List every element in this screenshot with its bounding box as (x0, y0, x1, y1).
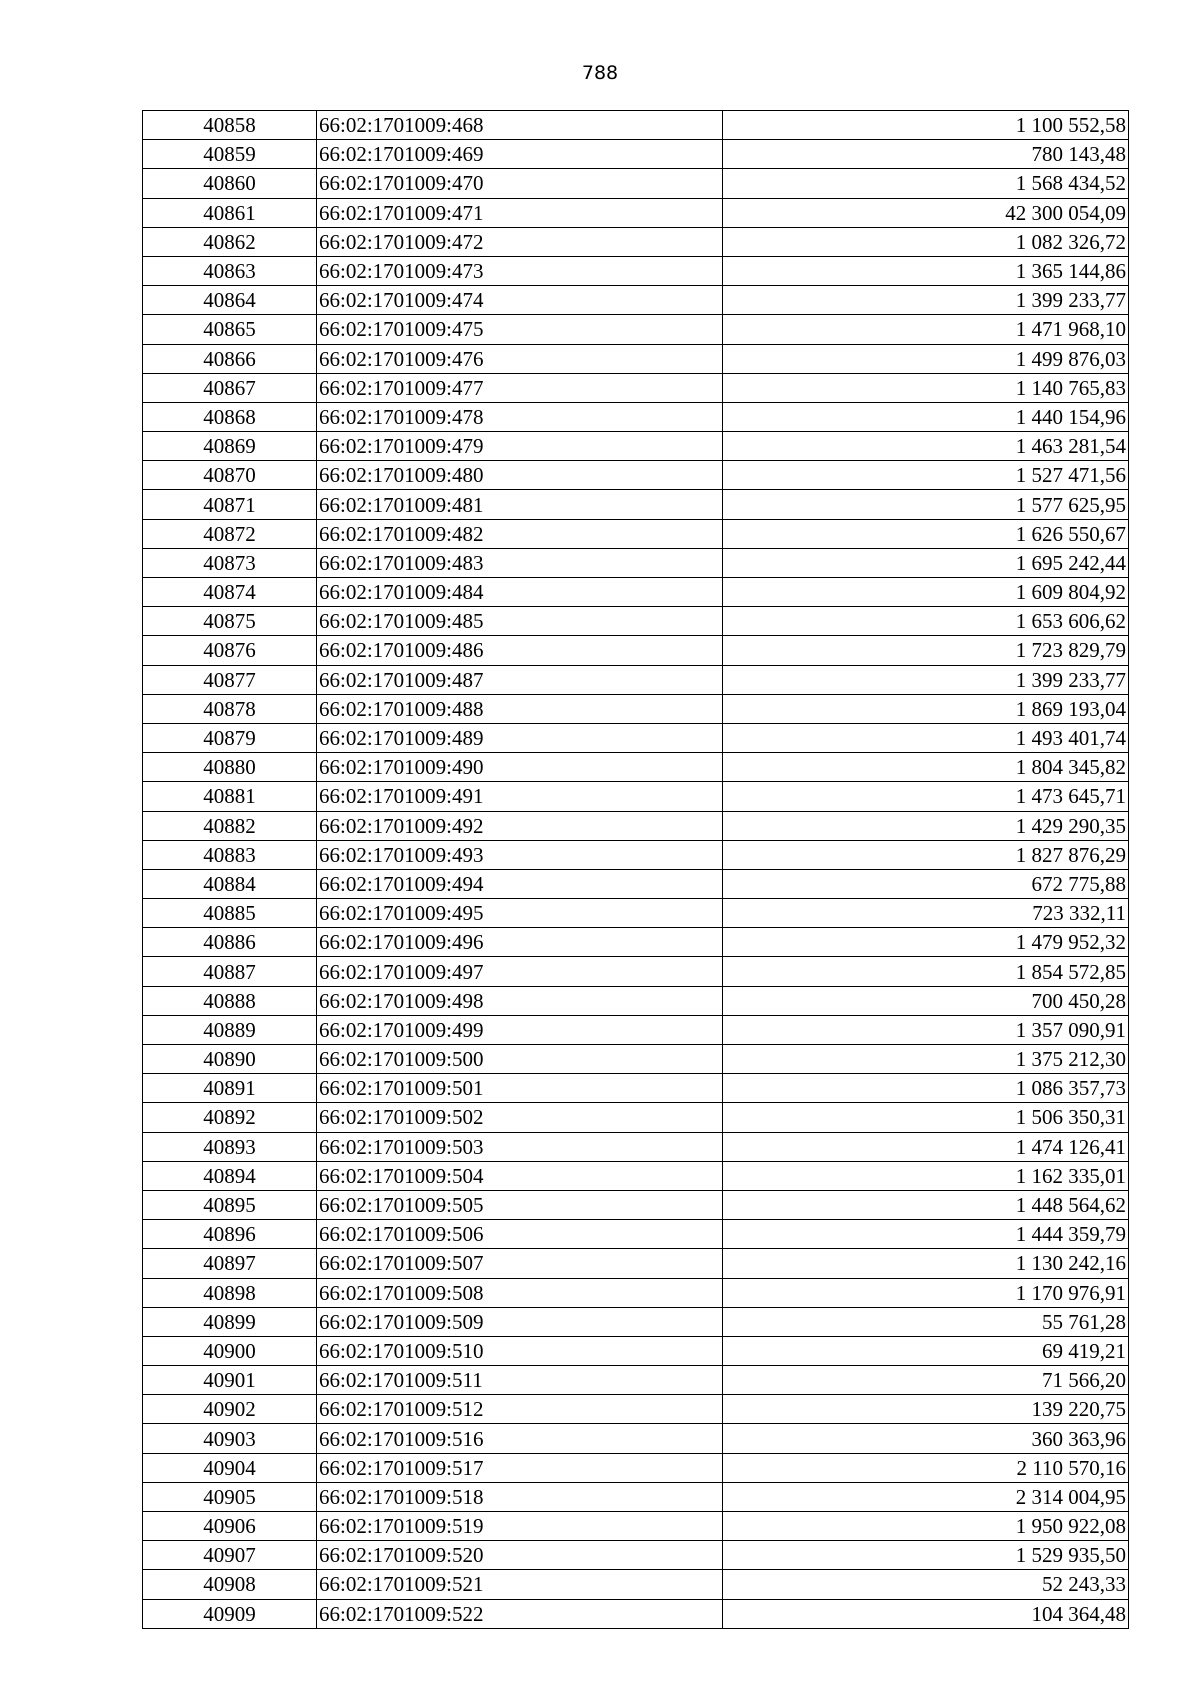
cadastral-number: 66:02:1701009:512 (317, 1395, 723, 1424)
cadastral-number: 66:02:1701009:494 (317, 869, 723, 898)
cadastral-value: 1 804 345,82 (723, 753, 1129, 782)
cadastral-value: 42 300 054,09 (723, 198, 1129, 227)
cadastral-value: 1 086 357,73 (723, 1074, 1129, 1103)
cadastral-value: 1 375 212,30 (723, 1045, 1129, 1074)
table-row (143, 694, 1129, 723)
cadastral-number: 66:02:1701009:472 (317, 227, 723, 256)
table-row (143, 1132, 1129, 1161)
table-row (143, 256, 1129, 285)
table-row (143, 1366, 1129, 1395)
cadastral-number: 66:02:1701009:484 (317, 578, 723, 607)
cadastral-number: 66:02:1701009:488 (317, 694, 723, 723)
row-number: 40865 (143, 315, 317, 344)
row-number: 40892 (143, 1103, 317, 1132)
cadastral-number: 66:02:1701009:510 (317, 1336, 723, 1365)
cadastral-number: 66:02:1701009:501 (317, 1074, 723, 1103)
table-row (143, 840, 1129, 869)
table-row (143, 1424, 1129, 1453)
row-number: 40905 (143, 1482, 317, 1511)
cadastral-value: 1 399 233,77 (723, 665, 1129, 694)
cadastral-value: 1 653 606,62 (723, 607, 1129, 636)
cadastral-number: 66:02:1701009:507 (317, 1249, 723, 1278)
cadastral-number: 66:02:1701009:502 (317, 1103, 723, 1132)
row-number: 40908 (143, 1570, 317, 1599)
row-number: 40878 (143, 694, 317, 723)
table-row (143, 344, 1129, 373)
row-number: 40889 (143, 1015, 317, 1044)
row-number: 40900 (143, 1336, 317, 1365)
table-row (143, 1599, 1129, 1628)
cadastral-number: 66:02:1701009:495 (317, 899, 723, 928)
row-number: 40874 (143, 578, 317, 607)
row-number: 40887 (143, 957, 317, 986)
cadastral-value: 52 243,33 (723, 1570, 1129, 1599)
cadastral-value: 1 568 434,52 (723, 169, 1129, 198)
table-row (143, 1074, 1129, 1103)
table-row (143, 227, 1129, 256)
row-number: 40875 (143, 607, 317, 636)
table-row (143, 636, 1129, 665)
cadastral-value: 1 473 645,71 (723, 782, 1129, 811)
table-row (143, 782, 1129, 811)
cadastral-number: 66:02:1701009:496 (317, 928, 723, 957)
table-row (143, 140, 1129, 169)
cadastral-value: 1 463 281,54 (723, 432, 1129, 461)
cadastral-number: 66:02:1701009:481 (317, 490, 723, 519)
table-row (143, 607, 1129, 636)
cadastral-number: 66:02:1701009:511 (317, 1366, 723, 1395)
cadastral-value: 69 419,21 (723, 1336, 1129, 1365)
row-number: 40859 (143, 140, 317, 169)
cadastral-value: 672 775,88 (723, 869, 1129, 898)
cadastral-number: 66:02:1701009:509 (317, 1307, 723, 1336)
row-number: 40873 (143, 548, 317, 577)
row-number: 40880 (143, 753, 317, 782)
table-row (143, 1103, 1129, 1132)
cadastral-value: 104 364,48 (723, 1599, 1129, 1628)
cadastral-value: 1 609 804,92 (723, 578, 1129, 607)
cadastral-value: 1 577 625,95 (723, 490, 1129, 519)
row-number: 40906 (143, 1512, 317, 1541)
cadastral-value: 1 140 765,83 (723, 373, 1129, 402)
row-number: 40907 (143, 1541, 317, 1570)
cadastral-value: 1 448 564,62 (723, 1190, 1129, 1219)
row-number: 40870 (143, 461, 317, 490)
row-number: 40863 (143, 256, 317, 285)
cadastral-value: 1 130 242,16 (723, 1249, 1129, 1278)
table-row (143, 1249, 1129, 1278)
row-number: 40886 (143, 928, 317, 957)
cadastral-value: 1 100 552,58 (723, 111, 1129, 140)
table-row (143, 1512, 1129, 1541)
table-row (143, 169, 1129, 198)
cadastral-value: 1 950 922,08 (723, 1512, 1129, 1541)
table-row (143, 373, 1129, 402)
cadastral-value: 1 723 829,79 (723, 636, 1129, 665)
cadastral-number: 66:02:1701009:477 (317, 373, 723, 402)
table-row (143, 315, 1129, 344)
row-number: 40879 (143, 723, 317, 752)
table-body (143, 111, 1129, 1629)
cadastral-number: 66:02:1701009:486 (317, 636, 723, 665)
row-number: 40901 (143, 1366, 317, 1395)
cadastral-value: 1 529 935,50 (723, 1541, 1129, 1570)
cadastral-value: 1 499 876,03 (723, 344, 1129, 373)
row-number: 40861 (143, 198, 317, 227)
cadastral-value-table (142, 110, 1129, 1629)
table-row (143, 111, 1129, 140)
table-row (143, 198, 1129, 227)
cadastral-value: 1 444 359,79 (723, 1220, 1129, 1249)
cadastral-value: 1 399 233,77 (723, 286, 1129, 315)
cadastral-value: 1 471 968,10 (723, 315, 1129, 344)
table-row (143, 665, 1129, 694)
row-number: 40867 (143, 373, 317, 402)
cadastral-number: 66:02:1701009:497 (317, 957, 723, 986)
cadastral-value: 1 474 126,41 (723, 1132, 1129, 1161)
cadastral-number: 66:02:1701009:500 (317, 1045, 723, 1074)
cadastral-value: 1 854 572,85 (723, 957, 1129, 986)
cadastral-number: 66:02:1701009:478 (317, 402, 723, 431)
cadastral-value: 139 220,75 (723, 1395, 1129, 1424)
row-number: 40858 (143, 111, 317, 140)
row-number: 40862 (143, 227, 317, 256)
row-number: 40864 (143, 286, 317, 315)
row-number: 40893 (143, 1132, 317, 1161)
row-number: 40869 (143, 432, 317, 461)
cadastral-value: 1 440 154,96 (723, 402, 1129, 431)
cadastral-number: 66:02:1701009:482 (317, 519, 723, 548)
cadastral-value: 1 869 193,04 (723, 694, 1129, 723)
cadastral-number: 66:02:1701009:508 (317, 1278, 723, 1307)
table-row (143, 490, 1129, 519)
table-row (143, 1453, 1129, 1482)
cadastral-value: 55 761,28 (723, 1307, 1129, 1336)
cadastral-value: 700 450,28 (723, 986, 1129, 1015)
cadastral-value: 1 827 876,29 (723, 840, 1129, 869)
cadastral-number: 66:02:1701009:469 (317, 140, 723, 169)
cadastral-number: 66:02:1701009:504 (317, 1161, 723, 1190)
cadastral-value: 1 429 290,35 (723, 811, 1129, 840)
cadastral-value: 1 162 335,01 (723, 1161, 1129, 1190)
cadastral-value: 1 365 144,86 (723, 256, 1129, 285)
table-row (143, 432, 1129, 461)
cadastral-number: 66:02:1701009:470 (317, 169, 723, 198)
cadastral-value: 360 363,96 (723, 1424, 1129, 1453)
row-number: 40894 (143, 1161, 317, 1190)
row-number: 40891 (143, 1074, 317, 1103)
table-row (143, 1541, 1129, 1570)
cadastral-number: 66:02:1701009:521 (317, 1570, 723, 1599)
row-number: 40890 (143, 1045, 317, 1074)
cadastral-number: 66:02:1701009:468 (317, 111, 723, 140)
table-row (143, 723, 1129, 752)
cadastral-number: 66:02:1701009:498 (317, 986, 723, 1015)
cadastral-number: 66:02:1701009:483 (317, 548, 723, 577)
table-row (143, 1220, 1129, 1249)
table-row (143, 957, 1129, 986)
row-number: 40866 (143, 344, 317, 373)
cadastral-value: 1 626 550,67 (723, 519, 1129, 548)
table-row (143, 928, 1129, 957)
cadastral-number: 66:02:1701009:490 (317, 753, 723, 782)
table-row (143, 548, 1129, 577)
row-number: 40868 (143, 402, 317, 431)
row-number: 40896 (143, 1220, 317, 1249)
row-number: 40884 (143, 869, 317, 898)
cadastral-number: 66:02:1701009:476 (317, 344, 723, 373)
cadastral-number: 66:02:1701009:471 (317, 198, 723, 227)
cadastral-value: 2 314 004,95 (723, 1482, 1129, 1511)
cadastral-number: 66:02:1701009:518 (317, 1482, 723, 1511)
table-row (143, 402, 1129, 431)
row-number: 40903 (143, 1424, 317, 1453)
table-row (143, 811, 1129, 840)
cadastral-value: 723 332,11 (723, 899, 1129, 928)
cadastral-number: 66:02:1701009:475 (317, 315, 723, 344)
table-row (143, 286, 1129, 315)
cadastral-value: 1 493 401,74 (723, 723, 1129, 752)
cadastral-value: 1 479 952,32 (723, 928, 1129, 957)
cadastral-value: 780 143,48 (723, 140, 1129, 169)
cadastral-value: 1 506 350,31 (723, 1103, 1129, 1132)
cadastral-value: 1 695 242,44 (723, 548, 1129, 577)
table-row (143, 1278, 1129, 1307)
cadastral-value: 1 357 090,91 (723, 1015, 1129, 1044)
row-number: 40899 (143, 1307, 317, 1336)
row-number: 40895 (143, 1190, 317, 1219)
row-number: 40882 (143, 811, 317, 840)
row-number: 40872 (143, 519, 317, 548)
cadastral-number: 66:02:1701009:520 (317, 1541, 723, 1570)
cadastral-number: 66:02:1701009:479 (317, 432, 723, 461)
cadastral-number: 66:02:1701009:506 (317, 1220, 723, 1249)
cadastral-number: 66:02:1701009:493 (317, 840, 723, 869)
cadastral-number: 66:02:1701009:499 (317, 1015, 723, 1044)
row-number: 40871 (143, 490, 317, 519)
cadastral-value: 2 110 570,16 (723, 1453, 1129, 1482)
row-number: 40909 (143, 1599, 317, 1628)
row-number: 40904 (143, 1453, 317, 1482)
cadastral-number: 66:02:1701009:503 (317, 1132, 723, 1161)
cadastral-value: 1 170 976,91 (723, 1278, 1129, 1307)
cadastral-number: 66:02:1701009:522 (317, 1599, 723, 1628)
cadastral-number: 66:02:1701009:519 (317, 1512, 723, 1541)
cadastral-value: 1 527 471,56 (723, 461, 1129, 490)
table-row (143, 519, 1129, 548)
table-row (143, 753, 1129, 782)
cadastral-value: 1 082 326,72 (723, 227, 1129, 256)
table-row (143, 1161, 1129, 1190)
cadastral-number: 66:02:1701009:473 (317, 256, 723, 285)
table-row (143, 1307, 1129, 1336)
row-number: 40876 (143, 636, 317, 665)
table-row (143, 1015, 1129, 1044)
table-row (143, 1045, 1129, 1074)
row-number: 40883 (143, 840, 317, 869)
table-row (143, 1190, 1129, 1219)
row-number: 40897 (143, 1249, 317, 1278)
row-number: 40888 (143, 986, 317, 1015)
row-number: 40881 (143, 782, 317, 811)
cadastral-number: 66:02:1701009:492 (317, 811, 723, 840)
row-number: 40902 (143, 1395, 317, 1424)
row-number: 40898 (143, 1278, 317, 1307)
page-number: 788 (581, 62, 619, 84)
cadastral-number: 66:02:1701009:485 (317, 607, 723, 636)
table-row (143, 869, 1129, 898)
row-number: 40877 (143, 665, 317, 694)
cadastral-number: 66:02:1701009:487 (317, 665, 723, 694)
table-row (143, 1482, 1129, 1511)
table-row (143, 578, 1129, 607)
cadastral-number: 66:02:1701009:491 (317, 782, 723, 811)
table-row (143, 1336, 1129, 1365)
cadastral-number: 66:02:1701009:489 (317, 723, 723, 752)
cadastral-value: 71 566,20 (723, 1366, 1129, 1395)
row-number: 40885 (143, 899, 317, 928)
cadastral-number: 66:02:1701009:480 (317, 461, 723, 490)
table-row (143, 986, 1129, 1015)
cadastral-number: 66:02:1701009:517 (317, 1453, 723, 1482)
table-row (143, 461, 1129, 490)
cadastral-number: 66:02:1701009:474 (317, 286, 723, 315)
cadastral-number: 66:02:1701009:516 (317, 1424, 723, 1453)
table-row (143, 1395, 1129, 1424)
cadastral-number: 66:02:1701009:505 (317, 1190, 723, 1219)
row-number: 40860 (143, 169, 317, 198)
table-row (143, 1570, 1129, 1599)
table-row (143, 899, 1129, 928)
